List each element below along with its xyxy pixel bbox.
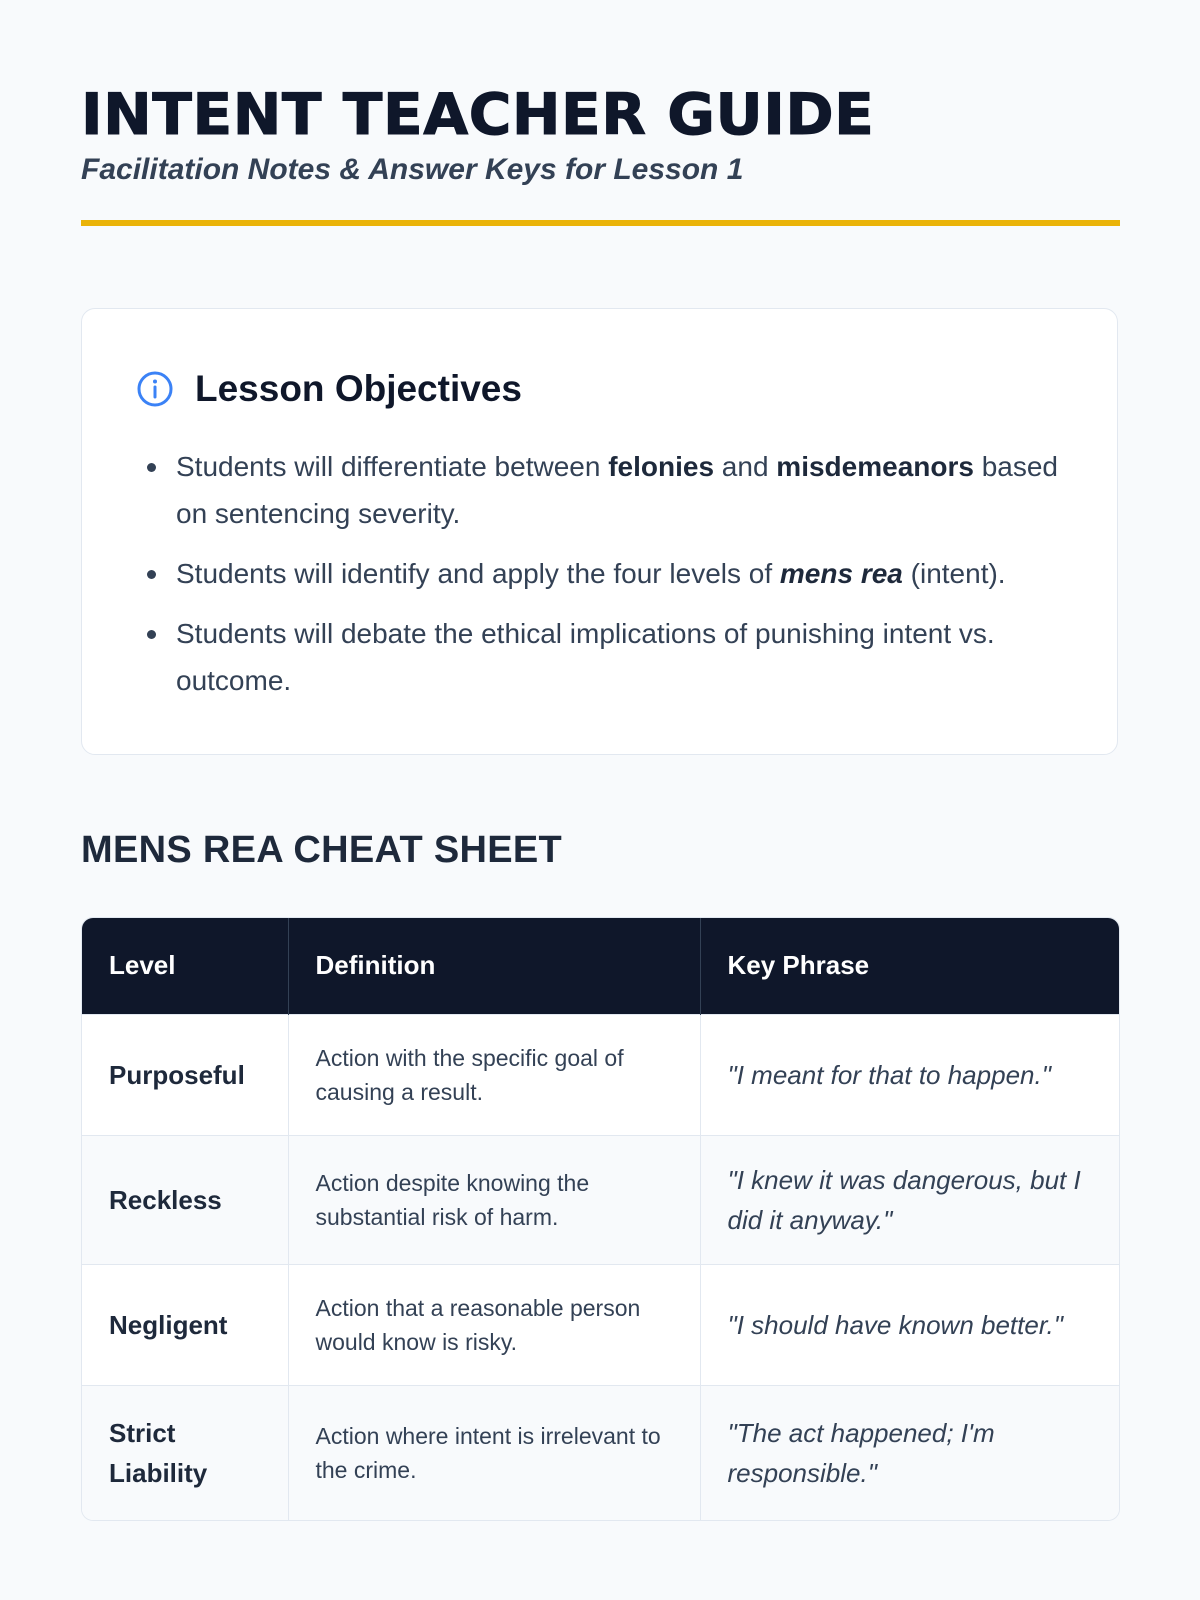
column-header-level: Level (82, 918, 288, 1014)
cheat-sheet-table (82, 918, 1119, 1520)
cheat-sheet-title: MENS REA CHEAT SHEET (81, 829, 563, 871)
objective-item (144, 443, 1074, 537)
table-row (82, 1385, 1119, 1520)
table-row (82, 1014, 1119, 1135)
objective-item (144, 610, 1074, 704)
lesson-objectives-card (81, 308, 1118, 755)
level-cell: Negligent (82, 1264, 288, 1385)
table-row (82, 1264, 1119, 1385)
level-cell: Strict Liability (82, 1385, 288, 1520)
key-phrase-cell: "I should have known better." (700, 1264, 1119, 1385)
objectives-list (144, 443, 1074, 717)
column-header-key-phrase: Key Phrase (700, 918, 1119, 1014)
title-divider (81, 220, 1120, 226)
key-phrase-cell: "I meant for that to happen." (700, 1014, 1119, 1135)
objective-term-mens-rea: mens rea (779, 558, 903, 589)
objective-text: Students will identify and apply the four levels of (176, 558, 780, 589)
key-phrase-cell: "The act happened; I'm responsible." (700, 1385, 1119, 1520)
objective-text: based on sentencing severity. (176, 451, 1059, 529)
objective-text: Students will differentiate between (176, 451, 609, 482)
definition-cell: Action that a reasonable person would know is risky. (288, 1264, 700, 1385)
key-phrase-cell: "I knew it was dangerous, but I did it anyway." (700, 1135, 1119, 1264)
objectives-title: Lesson Objectives (195, 368, 522, 409)
objectives-header (136, 367, 522, 411)
table-row (82, 1135, 1119, 1264)
objective-term-felonies: felonies (608, 451, 715, 482)
objective-text: and (714, 451, 777, 482)
definition-cell: Action where intent is irrelevant to the crime. (288, 1385, 700, 1520)
objective-text: (intent). (902, 558, 1006, 589)
page-subtitle: Facilitation Notes & Answer Keys for Lesson 1 (81, 153, 744, 186)
level-cell: Purposeful (82, 1014, 288, 1135)
level-cell: Reckless (82, 1135, 288, 1264)
definition-cell: Action with the specific goal of causing a result. (288, 1014, 700, 1135)
objective-text: Students will debate the ethical implications of punishing intent vs. outcome. (176, 618, 995, 696)
objective-item (144, 550, 1074, 597)
objective-term-misdemeanors: misdemeanors (776, 451, 974, 482)
cheat-sheet-table-container (81, 917, 1120, 1521)
info-icon (136, 370, 174, 408)
column-header-definition: Definition (288, 918, 700, 1014)
definition-cell: Action despite knowing the substantial risk of harm. (288, 1135, 700, 1264)
table-header-row (82, 918, 1119, 1014)
page-title: INTENT TEACHER GUIDE (81, 82, 875, 148)
